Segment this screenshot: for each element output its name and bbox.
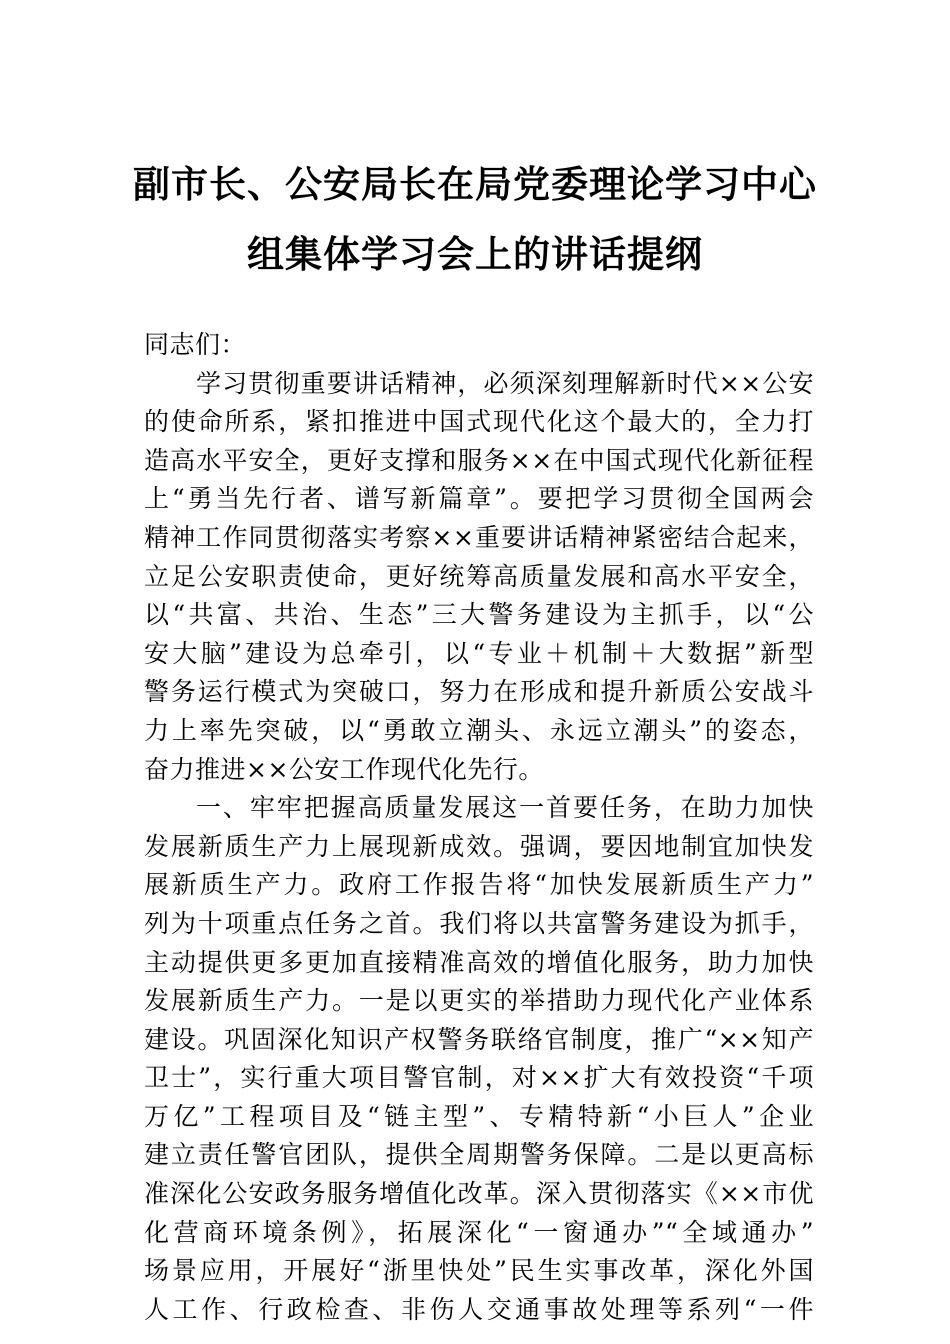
- paragraph-line: 以“共富、共治、生态”三大警务建设为主抓手，以“公: [144, 600, 814, 630]
- paragraph-line: 人工作、行政检查、非伤人交通事故处理等系列“一件: [144, 1294, 814, 1324]
- paragraph-line: 发展新质生产力上展现新成效。强调，要因地制宜加快发: [144, 831, 814, 861]
- paragraph-line: 展新质生产力。政府工作报告将“加快发展新质生产力”: [144, 870, 814, 900]
- document-title-line-1: 副市长、公安局长在局党委理论学习中心: [133, 162, 817, 206]
- paragraph-line: 列为十项重点任务之首。我们将以共富警务建设为抓手，: [144, 908, 814, 938]
- paragraph-line: 力上率先突破，以“勇敢立潮头、永远立潮头”的姿态，: [144, 715, 814, 745]
- document-title-line-2: 组集体学习会上的讲话提纲: [247, 232, 703, 276]
- paragraph-line: 建立责任警官团队，提供全周期警务保障。二是以更高标: [144, 1140, 814, 1170]
- document-body: [144, 326, 814, 1329]
- paragraph-line: 建设。巩固深化知识产权警务联络官制度，推广“××知产: [144, 1024, 814, 1054]
- paragraph-line: 造高水平安全，更好支撑和服务××在中国式现代化新征程: [144, 445, 814, 475]
- salutation: 同志们：: [144, 330, 247, 359]
- paragraph-line: 发展新质生产力。一是以更实的举措助力现代化产业体系: [144, 986, 814, 1016]
- paragraph-line: 警务运行模式为突破口，努力在形成和提升新质公安战斗: [144, 677, 814, 707]
- paragraph-line: 奋力推进××公安工作现代化先行。: [144, 754, 544, 784]
- paragraph-line: 主动提供更多更加直接精准高效的增值化服务，助力加快: [144, 947, 814, 977]
- paragraph-line: 化营商环境条例》，拓展深化“一窗通办”“全域通办”: [144, 1217, 814, 1247]
- paragraph-line: 万亿”工程项目及“链主型”、专精特新“小巨人”企业: [144, 1101, 814, 1131]
- paragraph-line: 一、牢牢把握高质量发展这一首要任务，在助力加快: [196, 793, 814, 823]
- paragraph-line: 卫士”，实行重大项目警官制，对××扩大有效投资“千项: [144, 1063, 814, 1093]
- paragraph-line: 场景应用，开展好“浙里快处”民生实事改革，深化外国: [144, 1256, 814, 1286]
- paragraph-line: 立足公安职责使命，更好统筹高质量发展和高水平安全，: [144, 561, 814, 591]
- paragraph-line: 准深化公安政务服务增值化改革。深入贯彻落实《××市优: [144, 1179, 814, 1209]
- paragraph-line: 安大脑”建设为总牵引，以“专业＋机制＋大数据”新型: [144, 638, 814, 668]
- paragraph-line: 上“勇当先行者、谱写新篇章”。要把学习贯彻全国两会: [144, 484, 814, 514]
- paragraph-line: 学习贯彻重要讲话精神，必须深刻理解新时代××公安: [196, 368, 814, 398]
- paragraph-line: 精神工作同贯彻落实考察××重要讲话精神紧密结合起来，: [144, 522, 814, 552]
- paragraph-line: 的使命所系，紧扣推进中国式现代化这个最大的，全力打: [144, 407, 814, 437]
